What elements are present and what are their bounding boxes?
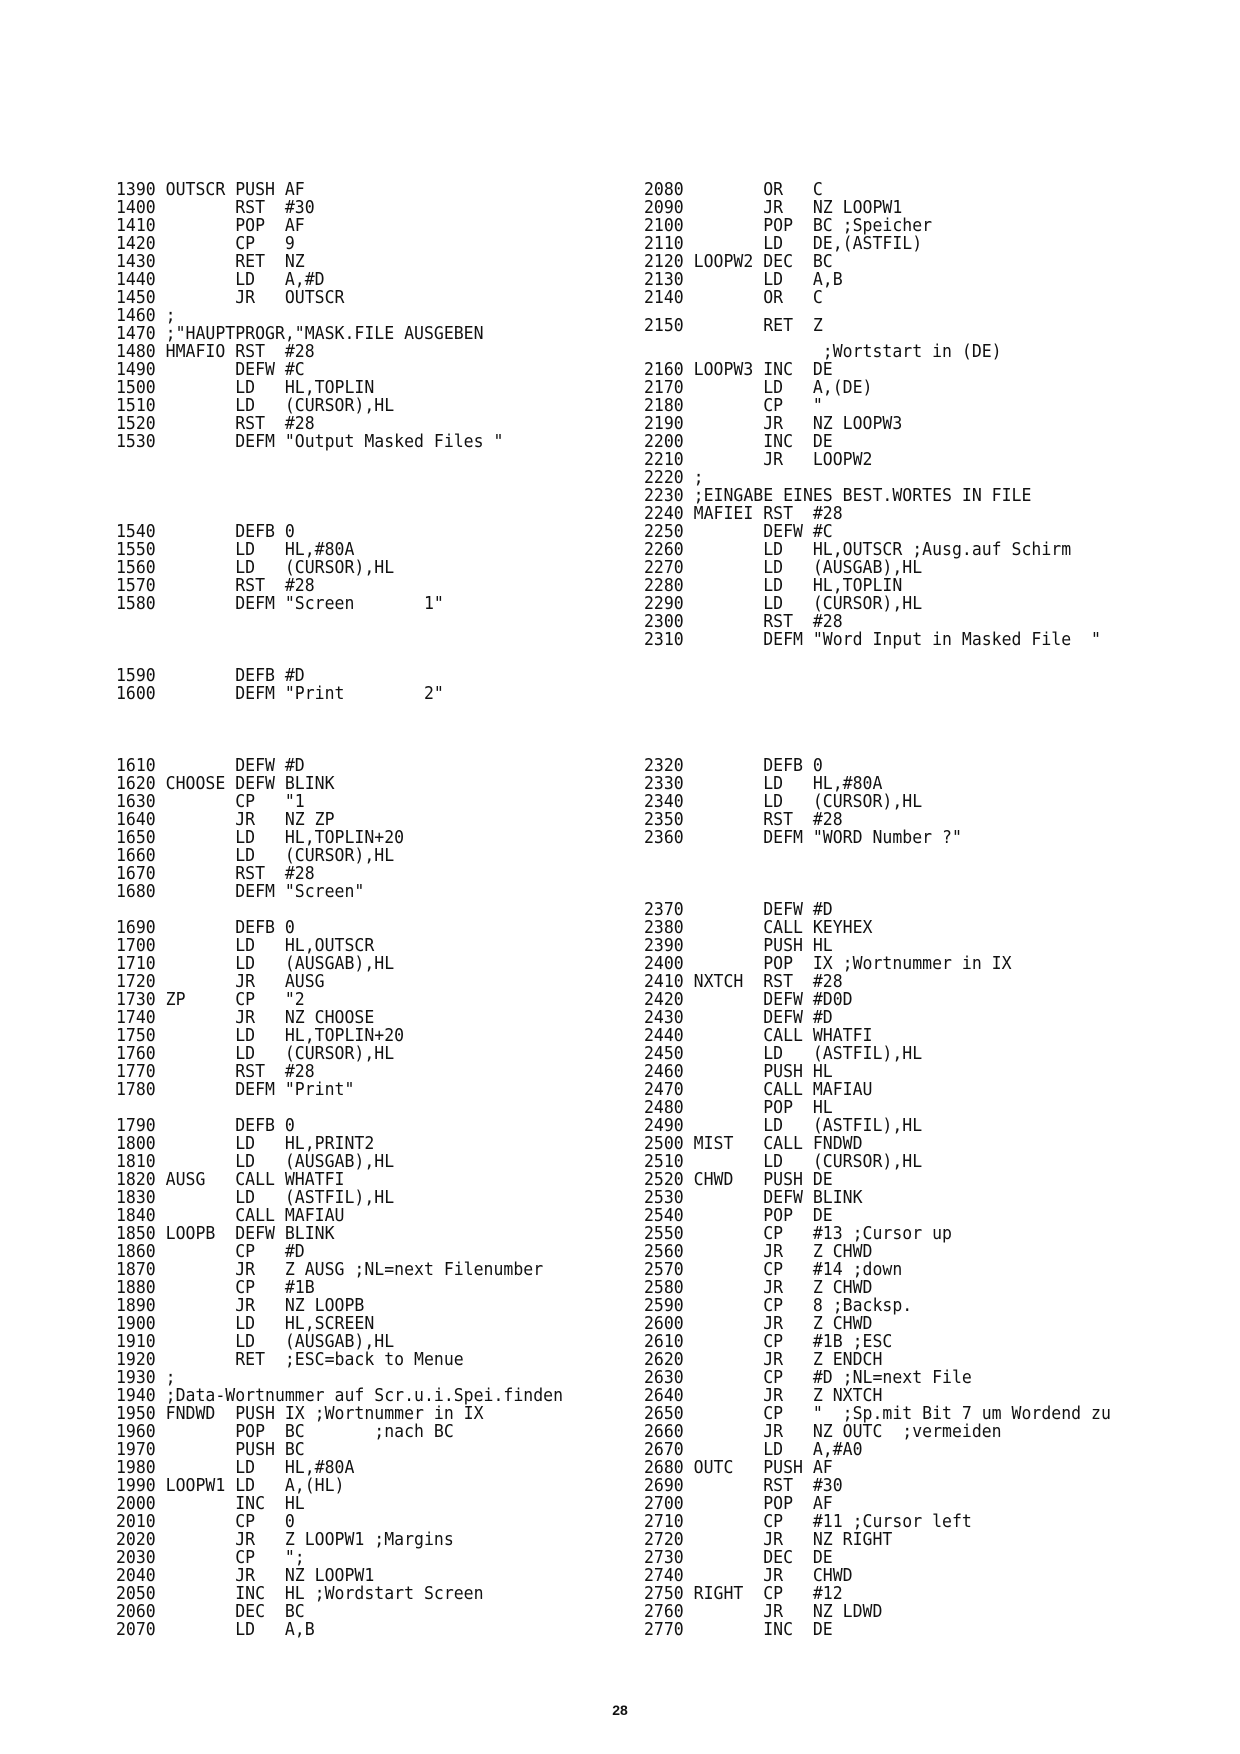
code-line: 1900 LD HL,SCREEN [116,1312,375,1334]
code-line: 1640 JR NZ ZP [116,808,335,830]
code-line: 2280 LD HL,TOPLIN [644,574,903,596]
code-line: 2570 CP #14 ;down [644,1258,903,1280]
code-line: 2030 CP "; [116,1546,305,1568]
code-line: 2510 LD (CURSOR),HL [644,1150,923,1172]
code-line: 2640 JR Z NXTCH [644,1384,883,1406]
code-line: 1860 CP #D [116,1240,305,1262]
code-line: 2650 CP " ;Sp.mit Bit 7 um Wordend zu [644,1402,1111,1424]
code-line: 2230 ;EINGABE EINES BEST.WORTES IN FILE [644,484,1032,506]
code-line: 2680 OUTC PUSH AF [644,1456,833,1478]
code-line: 1550 LD HL,#80A [116,538,355,560]
code-line: 2540 POP DE [644,1204,833,1226]
code-line: 2560 JR Z CHWD [644,1240,873,1262]
code-line: 1620 CHOOSE DEFW BLINK [116,772,335,794]
code-line: 1750 LD HL,TOPLIN+20 [116,1024,405,1046]
code-line: 1950 FNDWD PUSH IX ;Wortnummer in IX [116,1402,484,1424]
code-line: 2350 RST #28 [644,808,843,830]
code-line: 1810 LD (AUSGAB),HL [116,1150,395,1172]
code-line: 2700 POP AF [644,1492,833,1514]
code-line: 2450 LD (ASTFIL),HL [644,1042,923,1064]
code-line: 2000 INC HL [116,1492,305,1514]
code-line: 2250 DEFW #C [644,520,833,542]
code-line: 1720 JR AUSG [116,970,325,992]
page-number: 28 [612,1702,628,1718]
code-line: 1770 RST #28 [116,1060,315,1082]
code-line: 2470 CALL MAFIAU [644,1078,873,1100]
code-line: 2610 CP #1B ;ESC [644,1330,893,1352]
code-line: 2390 PUSH HL [644,934,833,956]
code-line: 2580 JR Z CHWD [644,1276,873,1298]
code-line: 2110 LD DE,(ASTFIL) [644,232,923,254]
code-line: 1970 PUSH BC [116,1438,305,1460]
code-line: 2170 LD A,(DE) [644,376,873,398]
code-line: 2360 DEFM "WORD Number ?" [644,826,962,848]
code-line: 2020 JR Z LOOPW1 ;Margins [116,1528,454,1550]
code-line: 2140 OR C [644,286,823,308]
code-line: 2060 DEC BC [116,1600,305,1622]
code-line: 2430 DEFW #D [644,1006,833,1028]
code-line: 1780 DEFM "Print" [116,1078,355,1100]
code-line: 2130 LD A,B [644,268,843,290]
code-line: 1510 LD (CURSOR),HL [116,394,395,416]
code-line: 1870 JR Z AUSG ;NL=next Filenumber [116,1258,544,1280]
code-line: 1800 LD HL,PRINT2 [116,1132,375,1154]
code-line: 2290 LD (CURSOR),HL [644,592,923,614]
code-line: 1760 LD (CURSOR),HL [116,1042,395,1064]
code-line: 2180 CP " [644,394,823,416]
code-line: 2200 INC DE [644,430,833,452]
code-line: 1820 AUSG CALL WHATFI [116,1168,345,1190]
code-line: 2590 CP 8 ;Backsp. [644,1294,913,1316]
code-line: 1500 LD HL,TOPLIN [116,376,375,398]
code-line: 1600 DEFM "Print 2" [116,682,444,704]
code-line: 2050 INC HL ;Wordstart Screen [116,1582,484,1604]
code-line: 2500 MIST CALL FNDWD [644,1132,863,1154]
code-line: 2600 JR Z CHWD [644,1312,873,1334]
code-line: 2740 JR CHWD [644,1564,853,1586]
code-line: 1910 LD (AUSGAB),HL [116,1330,395,1352]
code-line: 1680 DEFM "Screen" [116,880,365,902]
code-line: 2270 LD (AUSGAB),HL [644,556,923,578]
code-line: 1890 JR NZ LOOPB [116,1294,365,1316]
code-line: 1690 DEFB 0 [116,916,295,938]
code-line: 1790 DEFB 0 [116,1114,295,1136]
code-line: 1560 LD (CURSOR),HL [116,556,395,578]
code-line: 2530 DEFW BLINK [644,1186,863,1208]
code-line: 2260 LD HL,OUTSCR ;Ausg.auf Schirm [644,538,1072,560]
code-line: 1920 RET ;ESC=back to Menue [116,1348,464,1370]
code-line: 2750 RIGHT CP #12 [644,1582,843,1604]
code-line: 2040 JR NZ LOOPW1 [116,1564,375,1586]
code-line: 2410 NXTCH RST #28 [644,970,843,992]
code-line: 2300 RST #28 [644,610,843,632]
code-line: 1540 DEFB 0 [116,520,295,542]
code-line: 1610 DEFW #D [116,754,305,776]
code-line: 2240 MAFIEI RST #28 [644,502,843,524]
code-line: 2070 LD A,B [116,1618,315,1640]
code-line: 1710 LD (AUSGAB),HL [116,952,395,974]
code-line: 2080 OR C [644,178,823,200]
code-line: 2210 JR LOOPW2 [644,448,873,470]
code-line: 2150 RET Z [644,314,823,336]
code-line: 1840 CALL MAFIAU [116,1204,345,1226]
code-line: 1850 LOOPB DEFW BLINK [116,1222,335,1244]
code-line: 1430 RET NZ [116,250,305,272]
code-line: 2460 PUSH HL [644,1060,833,1082]
code-line: 2420 DEFW #D0D [644,988,853,1010]
code-line: 1630 CP "1 [116,790,305,812]
code-line: 1590 DEFB #D [116,664,305,686]
code-line: 2220 ; [644,466,704,488]
code-line: 2440 CALL WHATFI [644,1024,873,1046]
code-line: 1450 JR OUTSCR [116,286,345,308]
code-line: 1460 ; [116,304,176,326]
code-line: 2620 JR Z ENDCH [644,1348,883,1370]
code-line: 2630 CP #D ;NL=next File [644,1366,972,1388]
code-line: 2340 LD (CURSOR),HL [644,790,923,812]
code-line: 2320 DEFB 0 [644,754,823,776]
code-line: 1420 CP 9 [116,232,295,254]
code-line: 1940 ;Data-Wortnummer auf Scr.u.i.Spei.finden [116,1384,564,1406]
code-line: 1520 RST #28 [116,412,315,434]
code-line: 1960 POP BC ;nach BC [116,1420,454,1442]
code-line: 2190 JR NZ LOOPW3 [644,412,903,434]
code-line: 2730 DEC DE [644,1546,833,1568]
code-line: 1700 LD HL,OUTSCR [116,934,375,956]
code-line: 2100 POP BC ;Speicher [644,214,933,236]
code-line: 2520 CHWD PUSH DE [644,1168,833,1190]
code-line: 1530 DEFM "Output Masked Files " [116,430,504,452]
code-line: 1470 ;"HAUPTPROGR,"MASK.FILE AUSGEBEN [116,322,484,344]
code-line: 2720 JR NZ RIGHT [644,1528,893,1550]
code-line: 2380 CALL KEYHEX [644,916,873,938]
code-line: 1390 OUTSCR PUSH AF [116,178,305,200]
code-line: ;Wortstart in (DE) [644,340,1002,362]
code-line: 1650 LD HL,TOPLIN+20 [116,826,405,848]
code-line: 1670 RST #28 [116,862,315,884]
code-line: 2690 RST #30 [644,1474,843,1496]
code-line: 1830 LD (ASTFIL),HL [116,1186,395,1208]
code-line: 2670 LD A,#A0 [644,1438,863,1460]
code-line: 1930 ; [116,1366,176,1388]
code-line: 2400 POP IX ;Wortnummer in IX [644,952,1012,974]
code-line: 2370 DEFW #D [644,898,833,920]
code-line: 1580 DEFM "Screen 1" [116,592,444,614]
code-line: 2160 LOOPW3 INC DE [644,358,833,380]
code-line: 1440 LD A,#D [116,268,325,290]
code-line: 2310 DEFM "Word Input in Masked File " [644,628,1101,650]
code-line: 1730 ZP CP "2 [116,988,305,1010]
code-line: 2770 INC DE [644,1618,833,1640]
code-line: 1400 RST #30 [116,196,315,218]
code-line: 1410 POP AF [116,214,305,236]
code-line: 1980 LD HL,#80A [116,1456,355,1478]
code-line: 2660 JR NZ OUTC ;vermeiden [644,1420,1002,1442]
code-line: 1490 DEFW #C [116,358,305,380]
code-line: 1480 HMAFIO RST #28 [116,340,315,362]
code-line: 1990 LOOPW1 LD A,(HL) [116,1474,345,1496]
code-line: 1740 JR NZ CHOOSE [116,1006,375,1028]
code-line: 2090 JR NZ LOOPW1 [644,196,903,218]
code-line: 1660 LD (CURSOR),HL [116,844,395,866]
code-line: 1570 RST #28 [116,574,315,596]
code-line: 2490 LD (ASTFIL),HL [644,1114,923,1136]
code-line: 2550 CP #13 ;Cursor up [644,1222,952,1244]
code-line: 2480 POP HL [644,1096,833,1118]
code-line: 1880 CP #1B [116,1276,315,1298]
code-line: 2710 CP #11 ;Cursor left [644,1510,972,1532]
code-line: 2760 JR NZ LDWD [644,1600,883,1622]
code-line: 2120 LOOPW2 DEC BC [644,250,833,272]
code-line: 2010 CP 0 [116,1510,295,1532]
code-line: 2330 LD HL,#80A [644,772,883,794]
